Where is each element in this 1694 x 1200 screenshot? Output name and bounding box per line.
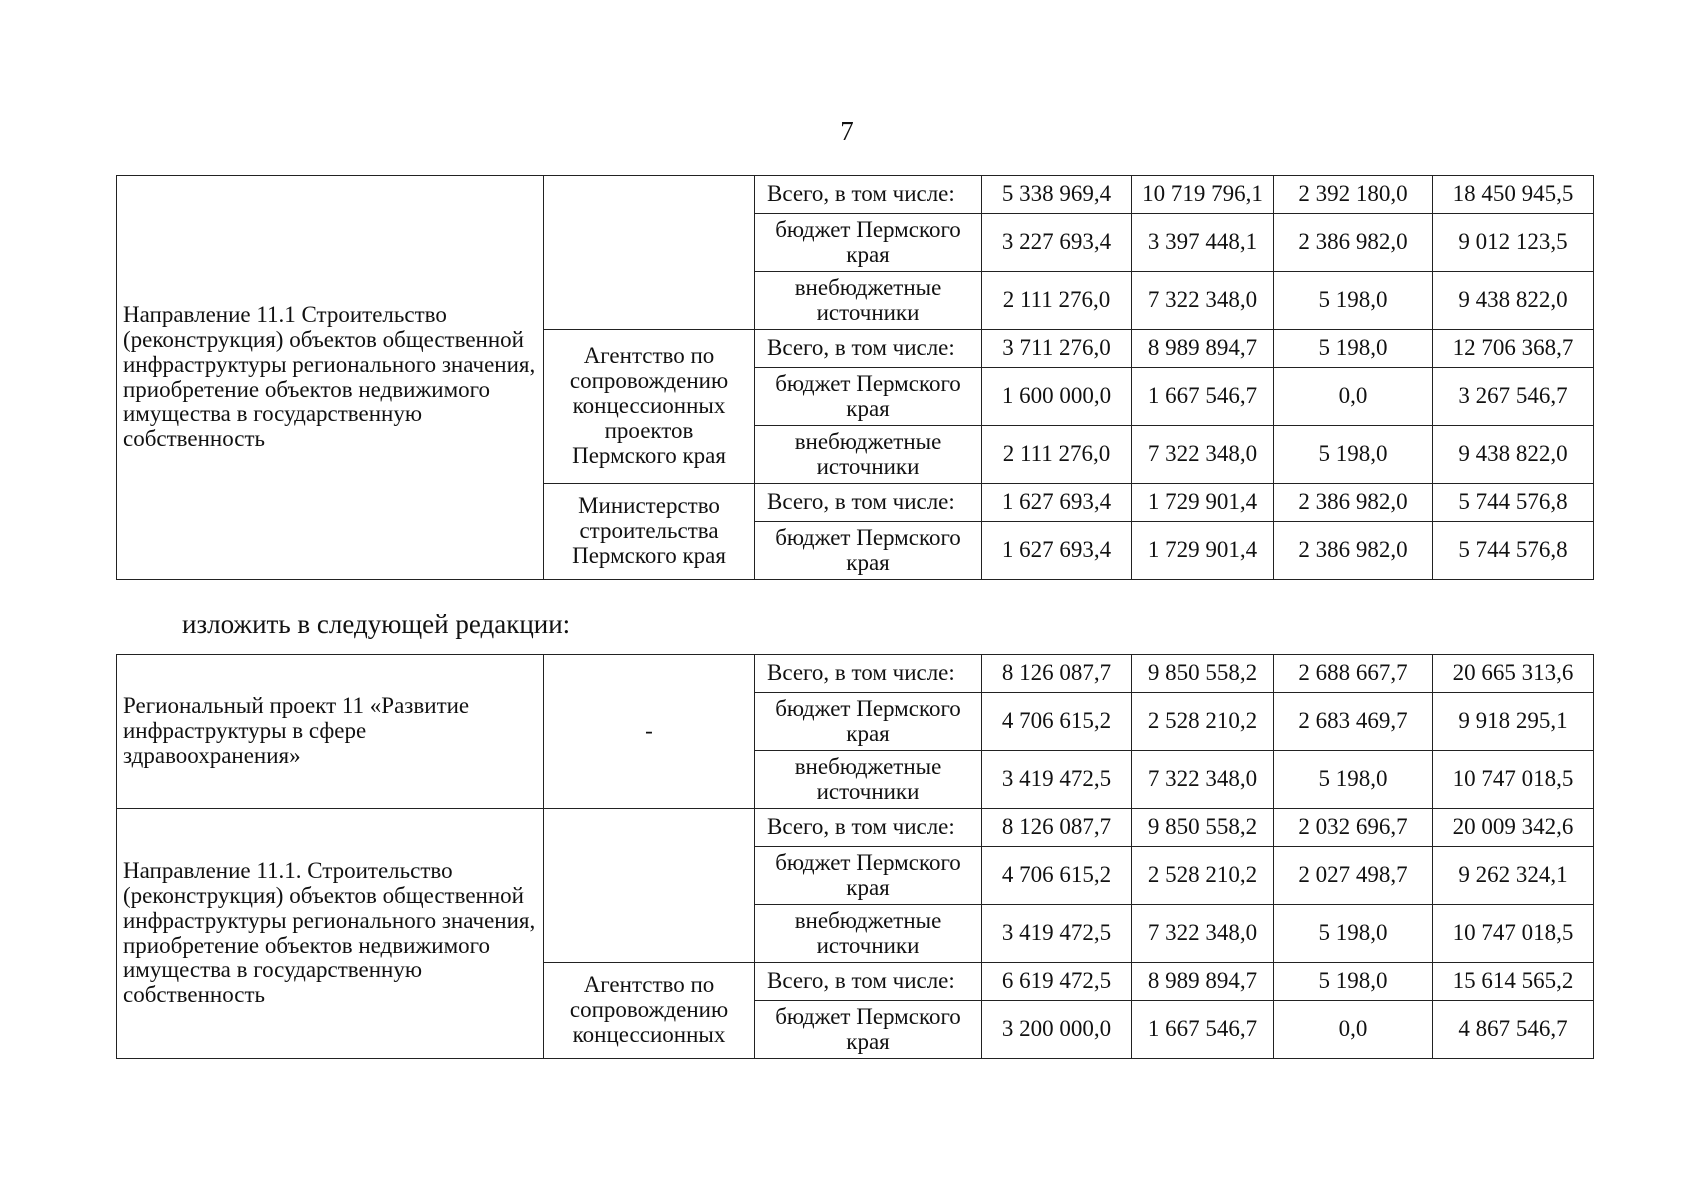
value-cell: 3 227 693,4 [982, 214, 1132, 272]
value-cell: 5 198,0 [1274, 426, 1433, 484]
value-cell: 2 111 276,0 [982, 426, 1132, 484]
value-cell: 9 438 822,0 [1433, 426, 1594, 484]
executor-cell: Агентство по сопровождению концессионных проектов Пермского края [544, 330, 755, 484]
value-cell: 3 419 472,5 [982, 905, 1132, 963]
executor-cell [544, 809, 755, 963]
source-label-total: Всего, в том числе: [755, 330, 982, 368]
value-cell: 9 850 558,2 [1132, 655, 1274, 693]
value-cell: 9 918 295,1 [1433, 693, 1594, 751]
value-cell: 5 198,0 [1274, 330, 1433, 368]
source-label-total: Всего, в том числе: [755, 484, 982, 522]
executor-cell: Министерство строительства Пермского края [544, 484, 755, 580]
value-cell: 2 386 982,0 [1274, 484, 1433, 522]
value-cell: 8 989 894,7 [1132, 963, 1274, 1001]
value-cell: 10 747 018,5 [1433, 751, 1594, 809]
value-cell: 18 450 945,5 [1433, 176, 1594, 214]
value-cell: 2 392 180,0 [1274, 176, 1433, 214]
value-cell: 1 600 000,0 [982, 368, 1132, 426]
value-cell: 12 706 368,7 [1433, 330, 1594, 368]
value-cell: 3 200 000,0 [982, 1001, 1132, 1059]
source-label-total: Всего, в том числе: [755, 655, 982, 693]
value-cell: 9 438 822,0 [1433, 272, 1594, 330]
source-label-extra: внебюджетные источники [755, 426, 982, 484]
value-cell: 7 322 348,0 [1132, 426, 1274, 484]
value-cell: 7 322 348,0 [1132, 272, 1274, 330]
value-cell: 0,0 [1274, 368, 1433, 426]
source-label-total: Всего, в том числе: [755, 963, 982, 1001]
source-label-budget: бюджет Пермского края [755, 522, 982, 580]
table-row [117, 176, 1594, 214]
value-cell: 1 729 901,4 [1132, 484, 1274, 522]
executor-cell: Агентство по сопровождению концессионных [544, 963, 755, 1059]
value-cell: 1 627 693,4 [982, 484, 1132, 522]
value-cell: 10 747 018,5 [1433, 905, 1594, 963]
value-cell: 2 027 498,7 [1274, 847, 1433, 905]
value-cell: 5 744 576,8 [1433, 522, 1594, 580]
value-cell: 9 850 558,2 [1132, 809, 1274, 847]
source-label-extra: внебюджетные источники [755, 905, 982, 963]
funding-table-current [116, 175, 1594, 580]
value-cell: 0,0 [1274, 1001, 1433, 1059]
page-number: 7 [840, 116, 854, 146]
table-row [117, 809, 1594, 847]
value-cell: 2 683 469,7 [1274, 693, 1433, 751]
value-cell: 5 744 576,8 [1433, 484, 1594, 522]
source-label-total: Всего, в том числе: [755, 176, 982, 214]
source-label-extra: внебюджетные источники [755, 751, 982, 809]
funding-table-revised [116, 654, 1594, 1059]
intro-text: изложить в следующей редакции: [182, 609, 571, 639]
source-label-budget: бюджет Пермского края [755, 847, 982, 905]
value-cell: 2 528 210,2 [1132, 847, 1274, 905]
executor-cell: - [544, 655, 755, 809]
value-cell: 8 126 087,7 [982, 809, 1132, 847]
value-cell: 1 729 901,4 [1132, 522, 1274, 580]
value-cell: 4 867 546,7 [1433, 1001, 1594, 1059]
value-cell: 3 267 546,7 [1433, 368, 1594, 426]
value-cell: 2 111 276,0 [982, 272, 1132, 330]
value-cell: 5 338 969,4 [982, 176, 1132, 214]
value-cell: 20 665 313,6 [1433, 655, 1594, 693]
value-cell: 5 198,0 [1274, 272, 1433, 330]
value-cell: 3 419 472,5 [982, 751, 1132, 809]
value-cell: 10 719 796,1 [1132, 176, 1274, 214]
value-cell: 2 032 696,7 [1274, 809, 1433, 847]
source-label-budget: бюджет Пермского края [755, 214, 982, 272]
value-cell: 15 614 565,2 [1433, 963, 1594, 1001]
value-cell: 1 627 693,4 [982, 522, 1132, 580]
value-cell: 3 711 276,0 [982, 330, 1132, 368]
value-cell: 20 009 342,6 [1433, 809, 1594, 847]
value-cell: 1 667 546,7 [1132, 368, 1274, 426]
value-cell: 9 012 123,5 [1433, 214, 1594, 272]
value-cell: 3 397 448,1 [1132, 214, 1274, 272]
source-label-extra: внебюджетные источники [755, 272, 982, 330]
value-cell: 9 262 324,1 [1433, 847, 1594, 905]
value-cell: 6 619 472,5 [982, 963, 1132, 1001]
value-cell: 4 706 615,2 [982, 693, 1132, 751]
source-label-budget: бюджет Пермского края [755, 693, 982, 751]
direction-description: Направление 11.1 Строительство (реконструкция) объектов общественной инфраструктуры регионального значения, приобретение объектов недвижимого имущества в государственную собственность [117, 176, 544, 580]
value-cell: 7 322 348,0 [1132, 751, 1274, 809]
table-row [117, 655, 1594, 693]
value-cell: 5 198,0 [1274, 963, 1433, 1001]
value-cell: 7 322 348,0 [1132, 905, 1274, 963]
value-cell: 4 706 615,2 [982, 847, 1132, 905]
value-cell: 2 386 982,0 [1274, 522, 1433, 580]
source-label-budget: бюджет Пермского края [755, 1001, 982, 1059]
value-cell: 5 198,0 [1274, 751, 1433, 809]
direction-description: Направление 11.1. Строительство (реконструкция) объектов общественной инфраструктуры регионального значения, приобретение объектов недвижимого имущества в государственную собственность [117, 809, 544, 1059]
value-cell: 2 528 210,2 [1132, 693, 1274, 751]
value-cell: 8 989 894,7 [1132, 330, 1274, 368]
value-cell: 1 667 546,7 [1132, 1001, 1274, 1059]
source-label-total: Всего, в том числе: [755, 809, 982, 847]
value-cell: 8 126 087,7 [982, 655, 1132, 693]
value-cell: 2 386 982,0 [1274, 214, 1433, 272]
value-cell: 5 198,0 [1274, 905, 1433, 963]
executor-cell [544, 176, 755, 330]
source-label-budget: бюджет Пермского края [755, 368, 982, 426]
value-cell: 2 688 667,7 [1274, 655, 1433, 693]
project-description: Региональный проект 11 «Развитие инфраструктуры в сфере здравоохранения» [117, 655, 544, 809]
